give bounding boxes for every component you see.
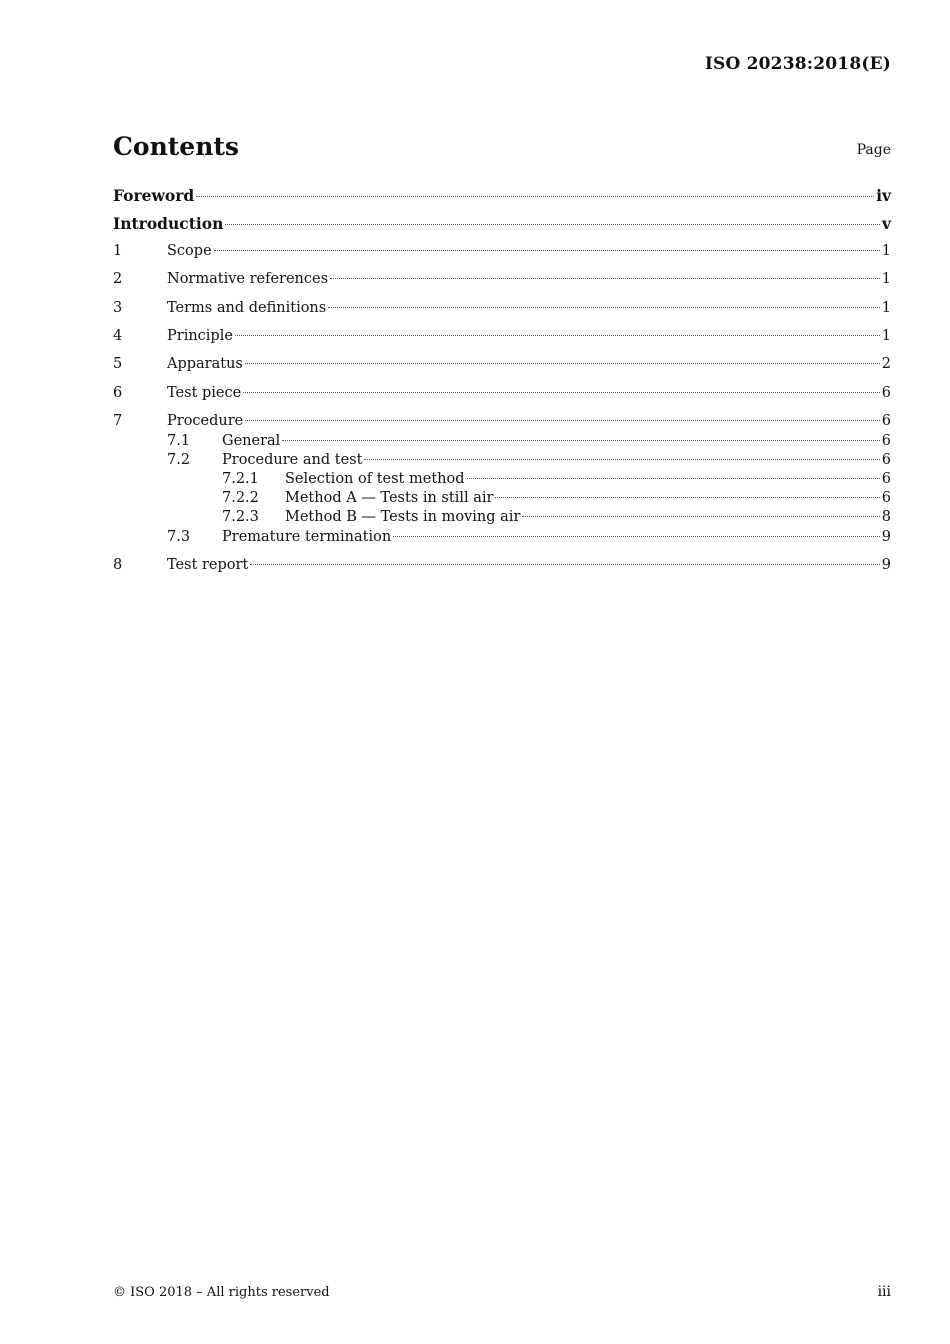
toc-entry-page: 6: [881, 385, 891, 401]
toc-entry-page: 6: [881, 490, 891, 506]
toc-entry-page: 6: [881, 452, 891, 468]
toc-entry[interactable]: [113, 529, 891, 545]
toc-entry-number: 4: [113, 328, 123, 344]
toc-entry-title: Procedure: [167, 413, 244, 429]
toc-entry[interactable]: [113, 452, 891, 468]
toc-entry[interactable]: [113, 214, 891, 233]
toc-entry-number: 7.2: [167, 452, 191, 468]
toc-entry-page: 6: [881, 471, 891, 487]
toc-entry-page: iv: [876, 186, 891, 205]
toc-entry-number: 7.1: [167, 433, 191, 449]
toc-entry-title: General: [222, 433, 281, 449]
toc-entry[interactable]: [113, 433, 891, 449]
copyright-notice: © ISO 2018 – All rights reserved: [113, 1285, 330, 1300]
toc-entry-page: 8: [881, 509, 891, 525]
toc-entry[interactable]: [113, 300, 891, 316]
toc-dot-leader: [245, 420, 880, 421]
toc-entry[interactable]: [113, 490, 891, 506]
toc-entry-title: Apparatus: [167, 356, 243, 372]
toc-entry-page: 1: [881, 271, 891, 287]
toc-entry-page: 2: [881, 356, 891, 372]
toc-entry-title: Scope: [167, 243, 212, 259]
toc-entry-page: 1: [881, 243, 891, 259]
toc-dot-leader: [328, 307, 880, 308]
toc-entry[interactable]: [113, 328, 891, 344]
toc-entry-page: v: [881, 214, 891, 233]
toc-dot-leader: [214, 250, 880, 251]
document-id: ISO 20238:2018(E): [704, 54, 891, 74]
toc-entry[interactable]: [113, 413, 891, 429]
page-column-label: Page: [856, 142, 891, 158]
toc-entry-title: Test report: [167, 557, 249, 573]
toc-entry[interactable]: [113, 557, 891, 573]
toc-entry-title: Premature termination: [222, 529, 392, 545]
toc-dot-leader: [245, 363, 880, 364]
toc-entry-number: 8: [113, 557, 123, 573]
toc-entry-title: Foreword: [113, 186, 195, 205]
toc-entry-page: 6: [881, 413, 891, 429]
toc-dot-leader: [467, 478, 880, 479]
toc-dot-leader: [225, 224, 880, 225]
toc-entry[interactable]: [113, 271, 891, 287]
toc-dot-leader: [243, 392, 880, 393]
toc-entry-number: 7.2.2: [222, 490, 259, 506]
toc-dot-leader: [495, 497, 879, 498]
toc-entry-title: Method B — Tests in moving air: [285, 509, 521, 525]
toc-entry-title: Procedure and test: [222, 452, 363, 468]
toc-entry-number: 7.3: [167, 529, 191, 545]
toc-entry-number: 6: [113, 385, 123, 401]
toc-entry[interactable]: [113, 385, 891, 401]
toc-entry[interactable]: [113, 471, 891, 487]
toc-entry-page: 6: [881, 433, 891, 449]
toc-entry-title: Normative references: [167, 271, 329, 287]
toc-dot-leader: [522, 516, 879, 517]
toc-entry-title: Introduction: [113, 214, 224, 233]
toc-entry-title: Principle: [167, 328, 233, 344]
toc-entry-title: Terms and definitions: [167, 300, 327, 316]
toc-entry-number: 2: [113, 271, 123, 287]
toc-entry[interactable]: [113, 186, 891, 205]
toc-entry[interactable]: [113, 243, 891, 259]
toc-dot-leader: [196, 196, 874, 197]
toc-entry-number: 5: [113, 356, 123, 372]
toc-entry-number: 7.2.1: [222, 471, 259, 487]
toc-entry-page: 9: [881, 529, 891, 545]
toc-entry-page: 1: [881, 300, 891, 316]
toc-entry-number: 3: [113, 300, 123, 316]
toc-entry-page: 1: [881, 328, 891, 344]
toc-entry[interactable]: [113, 509, 891, 525]
toc-entry-title: Test piece: [167, 385, 242, 401]
toc-entry-page: 9: [881, 557, 891, 573]
toc-entry-number: 1: [113, 243, 123, 259]
toc-dot-leader: [250, 564, 879, 565]
toc-dot-leader: [393, 536, 880, 537]
toc-dot-leader: [364, 459, 879, 460]
toc-entry[interactable]: [113, 356, 891, 372]
toc-dot-leader: [282, 440, 879, 441]
toc-dot-leader: [330, 278, 880, 279]
toc-entry-number: 7.2.3: [222, 509, 259, 525]
toc-entry-title: Method A — Tests in still air: [285, 490, 494, 506]
toc-dot-leader: [235, 335, 880, 336]
toc-entry-number: 7: [113, 413, 123, 429]
toc-entry-title: Selection of test method: [285, 471, 465, 487]
page-number: iii: [877, 1284, 891, 1300]
contents-heading: Contents: [113, 132, 240, 161]
